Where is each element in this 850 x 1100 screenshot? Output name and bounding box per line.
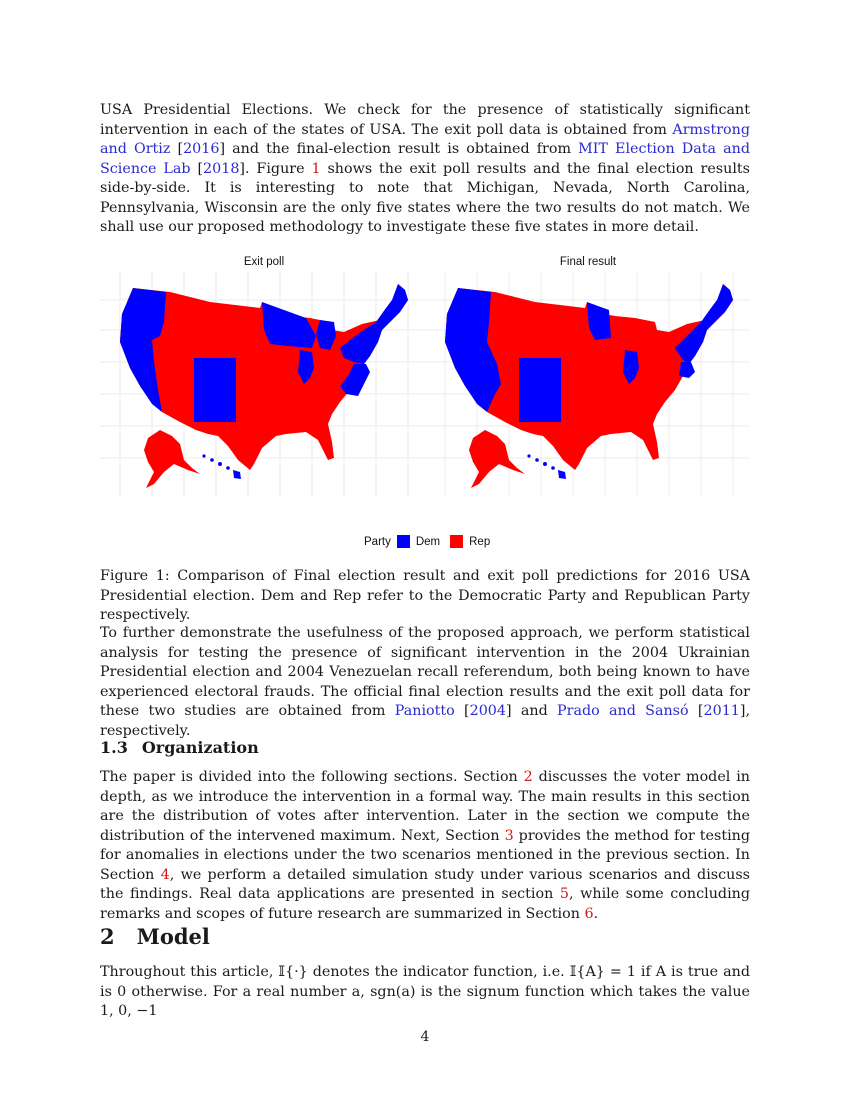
exit-poll-map (100, 272, 425, 497)
org-text-6: . (593, 905, 599, 922)
intro-paragraph: USA Presidential Elections. We check for the presence of statistically significant intervention in each of the states of USA. The exit poll data is obtained from Armstrong and Ortiz [2016] and the final-election result is obtained from MIT Election Data and Science Lab [2018]. Figure 1 shows the exit poll results and the final election results side-by-side. It is interesting to note that Michigan, Nevada, North Carolina, Pennsylvania, Wisconsin are the only five states where the two results do not match. We shall use our proposed methodology to investigate these five states in more detail. (100, 102, 751, 235)
page-number: 4 (420, 1029, 430, 1045)
section-5-reference[interactable]: 5 (559, 886, 570, 902)
citation-year-2016[interactable]: 2016 (183, 141, 220, 157)
org-text-4: , we perform a detailed simulation study under various scenarios and discuss the findings. Real data applications are presented in section (100, 866, 750, 902)
final-result-map-title: Final result (559, 256, 617, 268)
intro-text-3: . Figure (245, 160, 312, 177)
section-3-reference[interactable]: 3 (504, 827, 514, 844)
legend-title: Party (364, 535, 391, 548)
alaska-shape (469, 430, 525, 488)
intro-text-2: and the final-election result is obtained from (225, 141, 579, 157)
organization-paragraph (100, 768, 750, 924)
northeast-dem (675, 284, 733, 364)
citation-mit-election-lab[interactable]: MIT Election Data and Science Lab (100, 141, 750, 177)
org-text-1: The paper is divided into the following sections. Section (100, 769, 524, 785)
intro-text-4: shows the exit poll results and the final election results side-by-side. It is interesting to note that Michigan, Nevada, North Carolina, Pennsylvania, Wisconsin are the only five states where the two results do not match. We shall use our proposed methodology to investigate these five states in more detail. (100, 160, 751, 235)
legend-swatch-dem (397, 535, 410, 548)
figure-caption: Figure 1: Comparison of Final election result and exit poll predictions for 2016 USA Presidential election. Dem and Rep refer to the Democratic Party and Republican Party respectively. (100, 568, 750, 623)
figure-1-reference[interactable]: 1 (311, 160, 321, 177)
subsection-title: Organization (141, 738, 259, 757)
exit-poll-map-title: Exit poll (243, 256, 285, 268)
subsection-heading (100, 738, 259, 757)
legend-label-dem: Dem (415, 535, 441, 548)
model-paragraph: Throughout this article, 𝕀{·} denotes the indicator function, i.e. 𝕀{A} = 1 if A is true and is 0 otherwise. For a real number a, sgn(a) is the signum function which takes the value 1, 0, −1 (100, 964, 750, 1019)
legend-label-rep: Rep (469, 535, 491, 548)
figure-legend (364, 535, 490, 548)
second-paragraph: To further demonstrate the usefulness of the proposed approach, we perform statistical analysis for testing the presence of significant intervention in the 2004 Ukrainian Presidential election and 2004 Venezuelan recall referendum, both being known to have experienced electoral frauds. The official final election results and the exit poll data for these two studies are obtained from Paniotto [2004] and Prado and Sansó [2011], respectively. (100, 625, 751, 739)
minnesota-wisconsin-dem (262, 302, 316, 348)
section-4-reference[interactable]: 4 (160, 866, 170, 883)
org-text-5: , while some concluding remarks and scopes of future research are summarized in Section (100, 886, 750, 922)
citation-prado-sanso[interactable]: Prado and Sansó (557, 703, 689, 719)
citation-year-2004[interactable]: 2004 (469, 703, 506, 719)
legend-swatch-rep (450, 535, 463, 548)
alaska-shape (144, 430, 200, 488)
citation-year-2018[interactable]: 2018 (203, 160, 240, 177)
para2-text-1: To further demonstrate the usefulness of the proposed approach, we perform statistical analysis for testing the presence of significant intervention in the 2004 Ukrainian Presidential election and 2004 Venezuelan recall referendum, both being known to have experienced electoral frauds. The official final election results and the exit poll data for these two studies are obtained from (100, 625, 750, 719)
section-2-reference[interactable]: 2 (523, 769, 533, 785)
para2-text-3: , respectively. (100, 703, 751, 739)
final-result-map (425, 272, 750, 497)
para2-text-2: and (511, 703, 557, 719)
section-number: 2 (100, 924, 115, 949)
org-text-2: discusses the voter model in depth, as we introduce the intervention in a formal way. The main results in this section are the distribution of votes after intervention. Later in the section we compute the distribution of the intervened maximum. Next, Section (100, 769, 751, 844)
citation-armstrong-ortiz[interactable]: Armstrong and Ortiz (100, 121, 750, 157)
colorado-dem (194, 358, 236, 422)
citation-paniotto[interactable]: Paniotto (394, 703, 455, 719)
citation-year-2011[interactable]: 2011 (703, 703, 740, 719)
subsection-number: 1.3 (100, 738, 128, 757)
virginia-dem (679, 362, 695, 378)
section-title: Model (136, 924, 210, 949)
section-heading (100, 924, 210, 949)
northeast-dem (340, 284, 408, 364)
colorado-dem (519, 358, 561, 422)
section-6-reference[interactable]: 6 (584, 905, 594, 922)
intro-text-1: USA Presidential Elections. We check for the presence of statistically significant intervention in each of the states of USA. The exit poll data is obtained from (100, 102, 750, 138)
org-text-3: provides the method for testing for anomalies in elections under the two scenarios mentioned in the previous section. In Section (100, 827, 751, 883)
